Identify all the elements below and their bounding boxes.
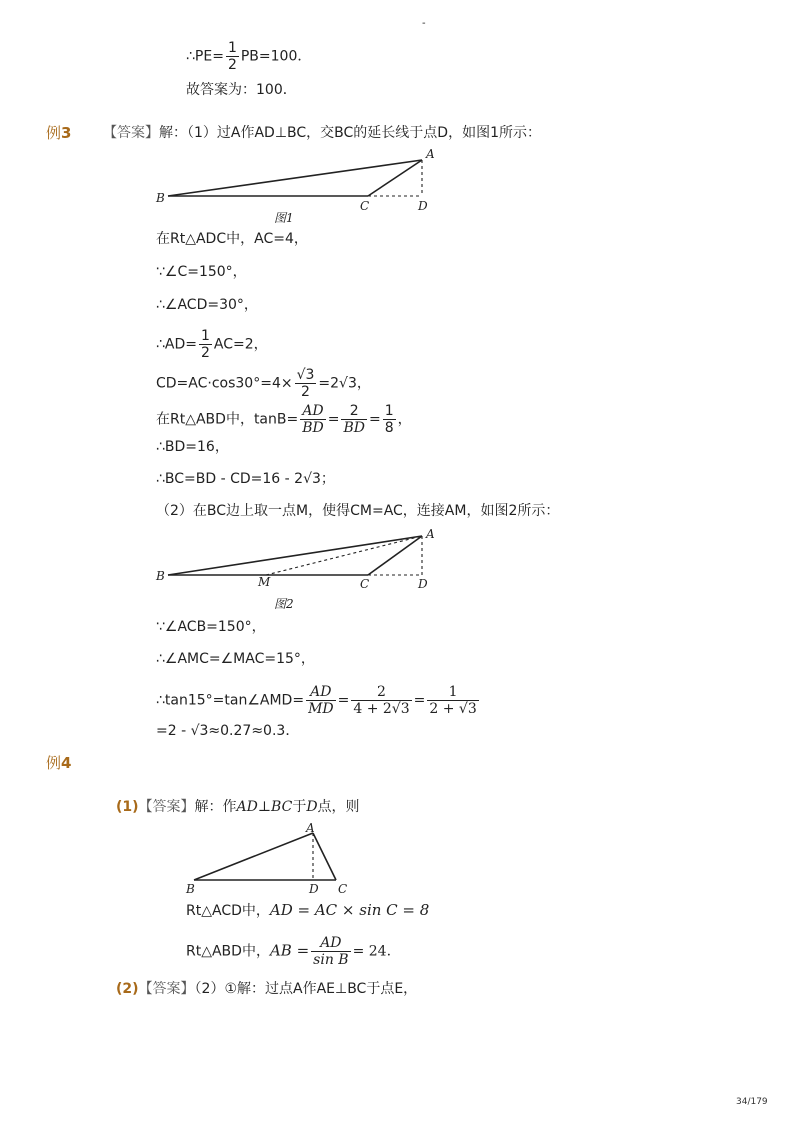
fig2-label-b: B: [156, 569, 165, 583]
fig2-label-m: M: [258, 575, 271, 589]
answer-line: 故答案为：100．: [186, 82, 297, 98]
fig1-label-c: C: [360, 199, 370, 213]
figure-1: [150, 146, 450, 228]
ex3-s3: ∴∠ACD=30°，: [156, 297, 258, 313]
example-4-label: 例4: [46, 754, 72, 772]
fig3-label-b: B: [186, 882, 195, 896]
ex3-s5: CD=AC·cos30°=4× $\frac{√3}{2}$ =2√3，: [156, 367, 371, 400]
ex3-s6: 在Rt△ABD中，tanB= $\frac{AD}{BD}$ = $\frac{2}{BD}$ = $\frac{1}{8}$ ，: [156, 403, 412, 436]
fig2-label-a: A: [426, 527, 435, 541]
ex4-r1: Rt△ACD中，AD = AC × sin C = 8: [186, 901, 430, 919]
ex3-t2: ∴∠AMC=∠MAC=15°，: [156, 651, 315, 667]
example-3-label: 例3: [46, 124, 72, 142]
figure-2: [150, 526, 450, 616]
fig3-label-d: D: [309, 882, 319, 896]
ex4-r2: Rt△ABD中，AB = $\frac{AD}{\text{sin B}}$ = 24.: [186, 935, 392, 968]
ex3-s7: ∴BD=16，: [156, 439, 229, 455]
page-number: 34/179: [736, 1097, 768, 1107]
fig2-label-d: D: [418, 577, 428, 591]
fig2-caption: 图2: [274, 597, 294, 611]
fig3-label-a: A: [306, 821, 315, 835]
ex3-t4: =2 - √3≈0.27≈0.3．: [156, 723, 300, 739]
ex3-t1: ∵∠ACB=150°，: [156, 619, 266, 635]
ex3-line1: 【答案】解：（1）过A作AD⊥BC，交BC的延长线于点D，如图1所示：: [103, 125, 541, 141]
ex3-s8: ∴BC=BD - CD=16 - 2√3；: [156, 471, 335, 487]
ex3-s2: ∵∠C=150°，: [156, 264, 247, 280]
top-mark: -: [422, 18, 426, 29]
fig2-label-c: C: [360, 577, 370, 591]
figure-3: [180, 820, 360, 900]
ex3-s1: 在Rt△ADC中，AC=4，: [156, 231, 308, 247]
fig1-caption: 图1: [274, 211, 294, 225]
ex3-part2: （2）在BC边上取一点M，使得CM=AC，连接AM，如图2所示：: [156, 503, 560, 519]
ex3-s4: ∴AD= $\frac{1}{2}$ AC=2，: [156, 328, 268, 361]
ex3-t3: ∴tan15°=tan∠AMD= $\frac{AD}{MD}$ = $\frac{2}{4 + 2√3}$ = $\frac{1}{2 + √3}$: [156, 684, 477, 717]
fig1-label-b: B: [156, 191, 165, 205]
fig1-label-a: A: [426, 147, 435, 161]
ex4-part1: (1)【答案】解：作AD⊥BC于D点，则: [116, 799, 360, 815]
pe-line: ∴PE= $\frac{1}{2}$ PB=100．: [186, 40, 312, 73]
fig1-label-d: D: [418, 199, 428, 213]
fig3-label-c: C: [338, 882, 348, 896]
ex4-part2: (2)【答案】（2）①解：过点A作AE⊥BC于点E，: [116, 981, 418, 997]
